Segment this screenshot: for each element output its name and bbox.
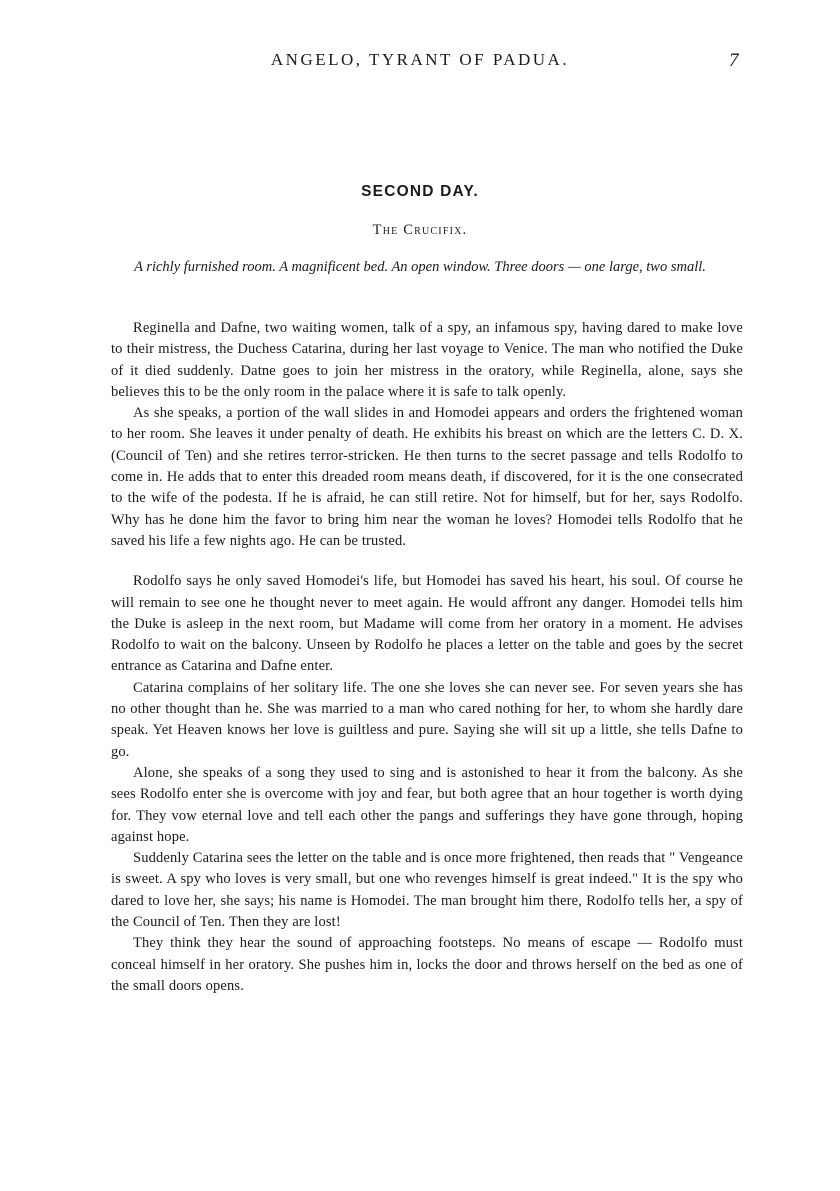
chapter-title: SECOND DAY. xyxy=(361,183,479,200)
body-text xyxy=(111,318,743,997)
page-number: 7 xyxy=(729,50,739,71)
paragraph: Alone, she speaks of a song they used to sing and is astonished to hear it from the balcony. As she sees Rodolfo enter she is overcome with joy and fear, but both agree that an hour together is worth dying for. They vow eternal love and tell each other the pangs and sufferings they have gone through, hoping against hope. xyxy=(111,764,743,845)
paragraph: Reginella and Dafne, two waiting women, talk of a spy, an infamous spy, having dared to make love to their mistress, the Duchess Catarina, during her last voyage to Venice. The man who notified the Duke of it died suddenly. Datne goes to join her mistress in the oratory, while Reginella, alone, says she believes this to be the only room in the palace where it is safe to talk openly. xyxy=(111,320,743,400)
section-title: The Crucifix. xyxy=(372,222,468,238)
paragraph: Catarina complains of her solitary life. The one she loves she can never see. For seven years she has no other thought than he. She was married to a man who cared nothing for her, to whom she hardly dare speak. Yet Heaven knows her love is guiltless and pure. Saying she will sit up a little, she tells Dafne to go. xyxy=(111,679,743,760)
running-title: ANGELO, TYRANT OF PADUA. xyxy=(270,50,570,69)
paragraph: They think they hear the sound of approaching footsteps. No means of escape — Rodolfo must conceal himself in her oratory. She pushes him in, locks the door and throws herself on the bed as one of the small doors opens. xyxy=(111,935,743,994)
paragraph: As she speaks, a portion of the wall slides in and Homodei appears and orders the frightened woman to her room. She leaves it under penalty of death. He exhibits his breast on which are the letters C. D. X. (Council of Ten) and she retires terror-stricken. He then turns to the secret passage and tells Rodolfo to come in. He adds that to enter this dreaded room means death, if discovered, for it is the one consecrated to the wife of the podesta. If he is afraid, he can still retire. Not for himself, but for her, says Rodolfo. Why has he done him the favor to bring him near the woman he loves? Homodei tells Rodolfo that he saved his life a few nights ago. He can be trusted. xyxy=(111,405,743,549)
paragraph: Rodolfo says he only saved Homodei's life, but Homodei has saved his heart, his soul. Of course he will remain to see one he thought never to meet again. He would affront any danger. Homodei tells him the Duke is asleep in the next room, but Madame will come from her oratory in a moment. He advises Rodolfo to wait on the balcony. Unseen by Rodolfo he places a letter on the table and goes by the secret entrance as Catarina and Dafne enter. xyxy=(111,573,743,675)
paragraph: Suddenly Catarina sees the letter on the table and is once more frightened, then reads that " Vengeance is sweet. A spy who loves is very small, but one who revenges himself is great indeed." It is the spy who dared to love her, she says; his name is Homodei. The man brought him there, Rodolfo tells her, a spy of the Council of Ten. Then they are lost! xyxy=(111,850,743,931)
stage-direction: A richly furnished room. A magnificent bed. An open window. Three doors — one large, two small. xyxy=(134,259,706,275)
